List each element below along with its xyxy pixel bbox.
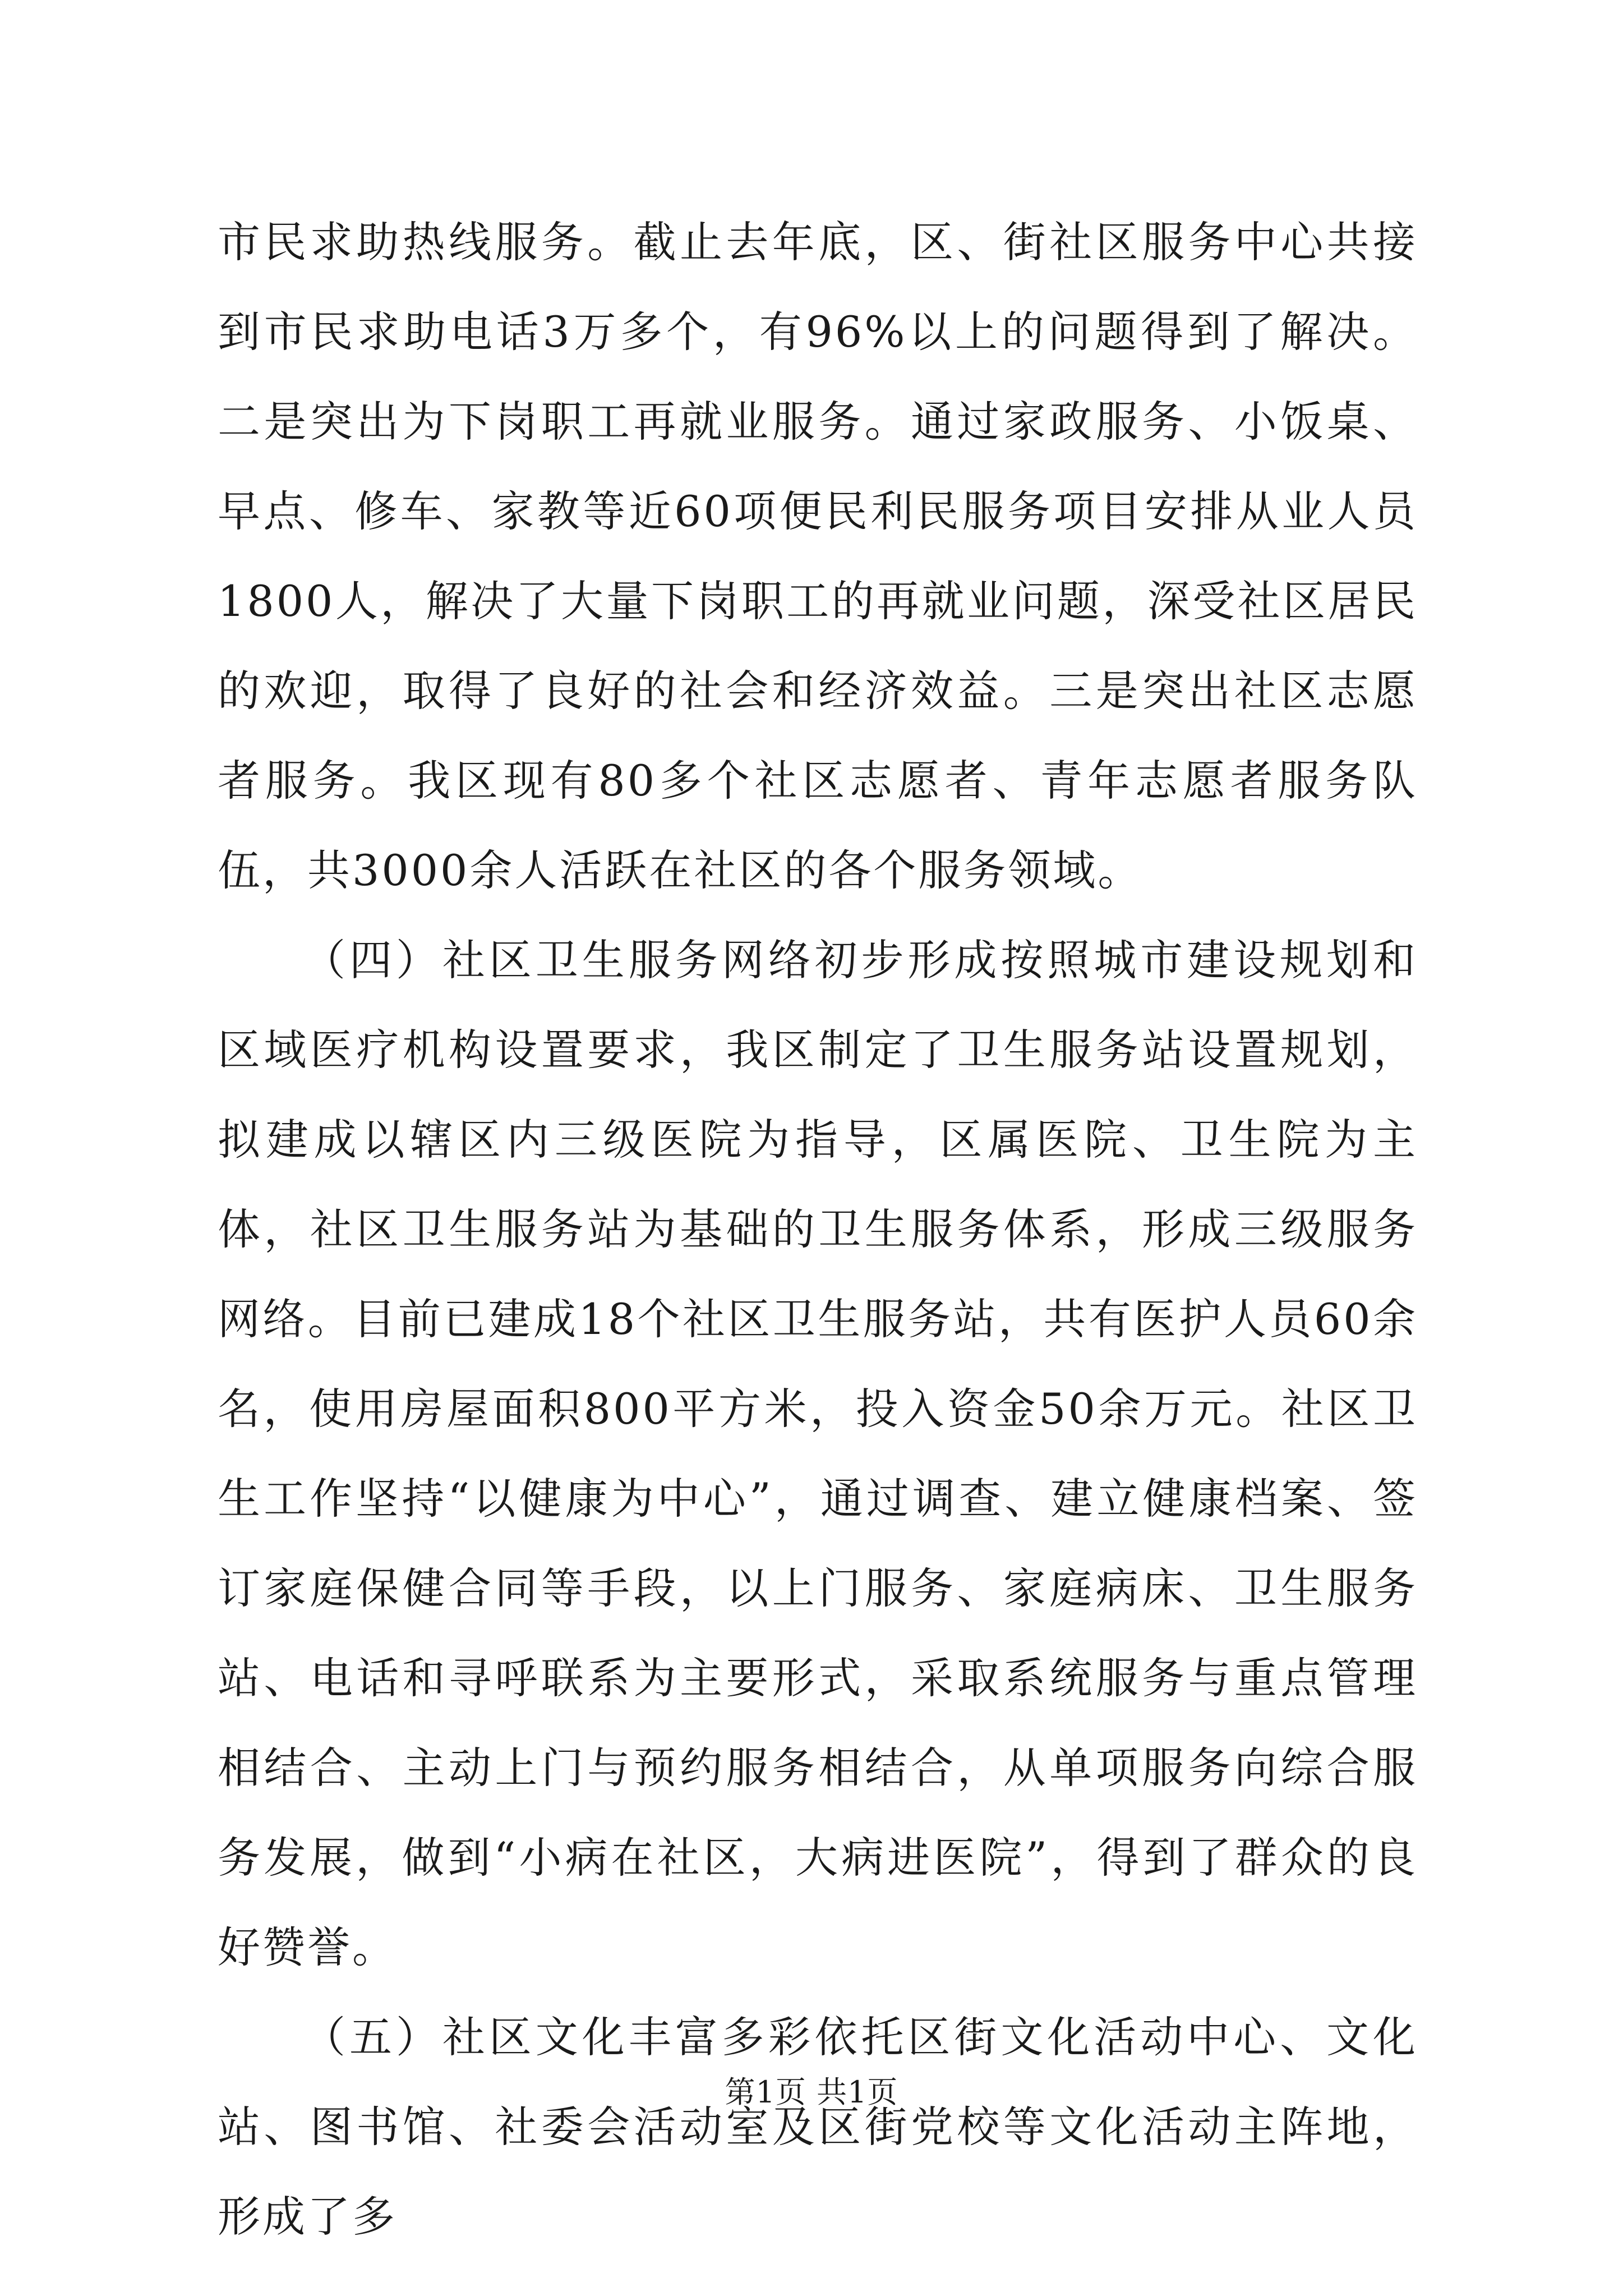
document-body bbox=[218, 197, 1418, 2262]
paragraph-community-culture: （五）社区文化丰富多彩依托区街文化活动中心、文化站、图书馆、社委会活动室及区街党校等文化活动主阵地，形成了多 bbox=[218, 2012, 1418, 2242]
paragraph-services-continued: 市民求助热线服务。截止去年底，区、街社区服务中心共接到市民求助电话3万多个，有96%以上的问题得到了解决。二是突出为下岗职工再就业服务。通过家政服务、小饭桌、早点、修车、家教等近60项便民利民服务项目安排从业人员1800人，解决了大量下岗职工的再就业问题，深受社区居民的欢迎，取得了良好的社会和经济效益。三是突出社区志愿者服务。我区现有80多个社区志愿者、青年志愿者服务队伍，共3000余人活跃在社区的各个服务领域。 bbox=[218, 217, 1418, 895]
paragraph-community-health: （四）社区卫生服务网络初步形成按照城市建设规划和区域医疗机构设置要求，我区制定了卫生服务站设置规划，拟建成以辖区内三级医院为指导，区属医院、卫生院为主体，社区卫生服务站为基础的卫生服务体系，形成三级服务网络。目前已建成18个社区卫生服务站，共有医护人员60余名，使用房屋面积800平方米，投入资金50余万元。社区卫生工作坚持“以健康为中心”，通过调查、建立健康档案、签订家庭保健合同等手段，以上门服务、家庭病床、卫生服务站、电话和寻呼联系为主要形式，采取系统服务与重点管理相结合、主动上门与预约服务相结合，从单项服务向综合服务发展，做到“小病在社区，大病进医院”，得到了群众的良好赞誉。 bbox=[218, 935, 1418, 1972]
page-footer: 第1页 共1页 bbox=[725, 2074, 898, 2110]
